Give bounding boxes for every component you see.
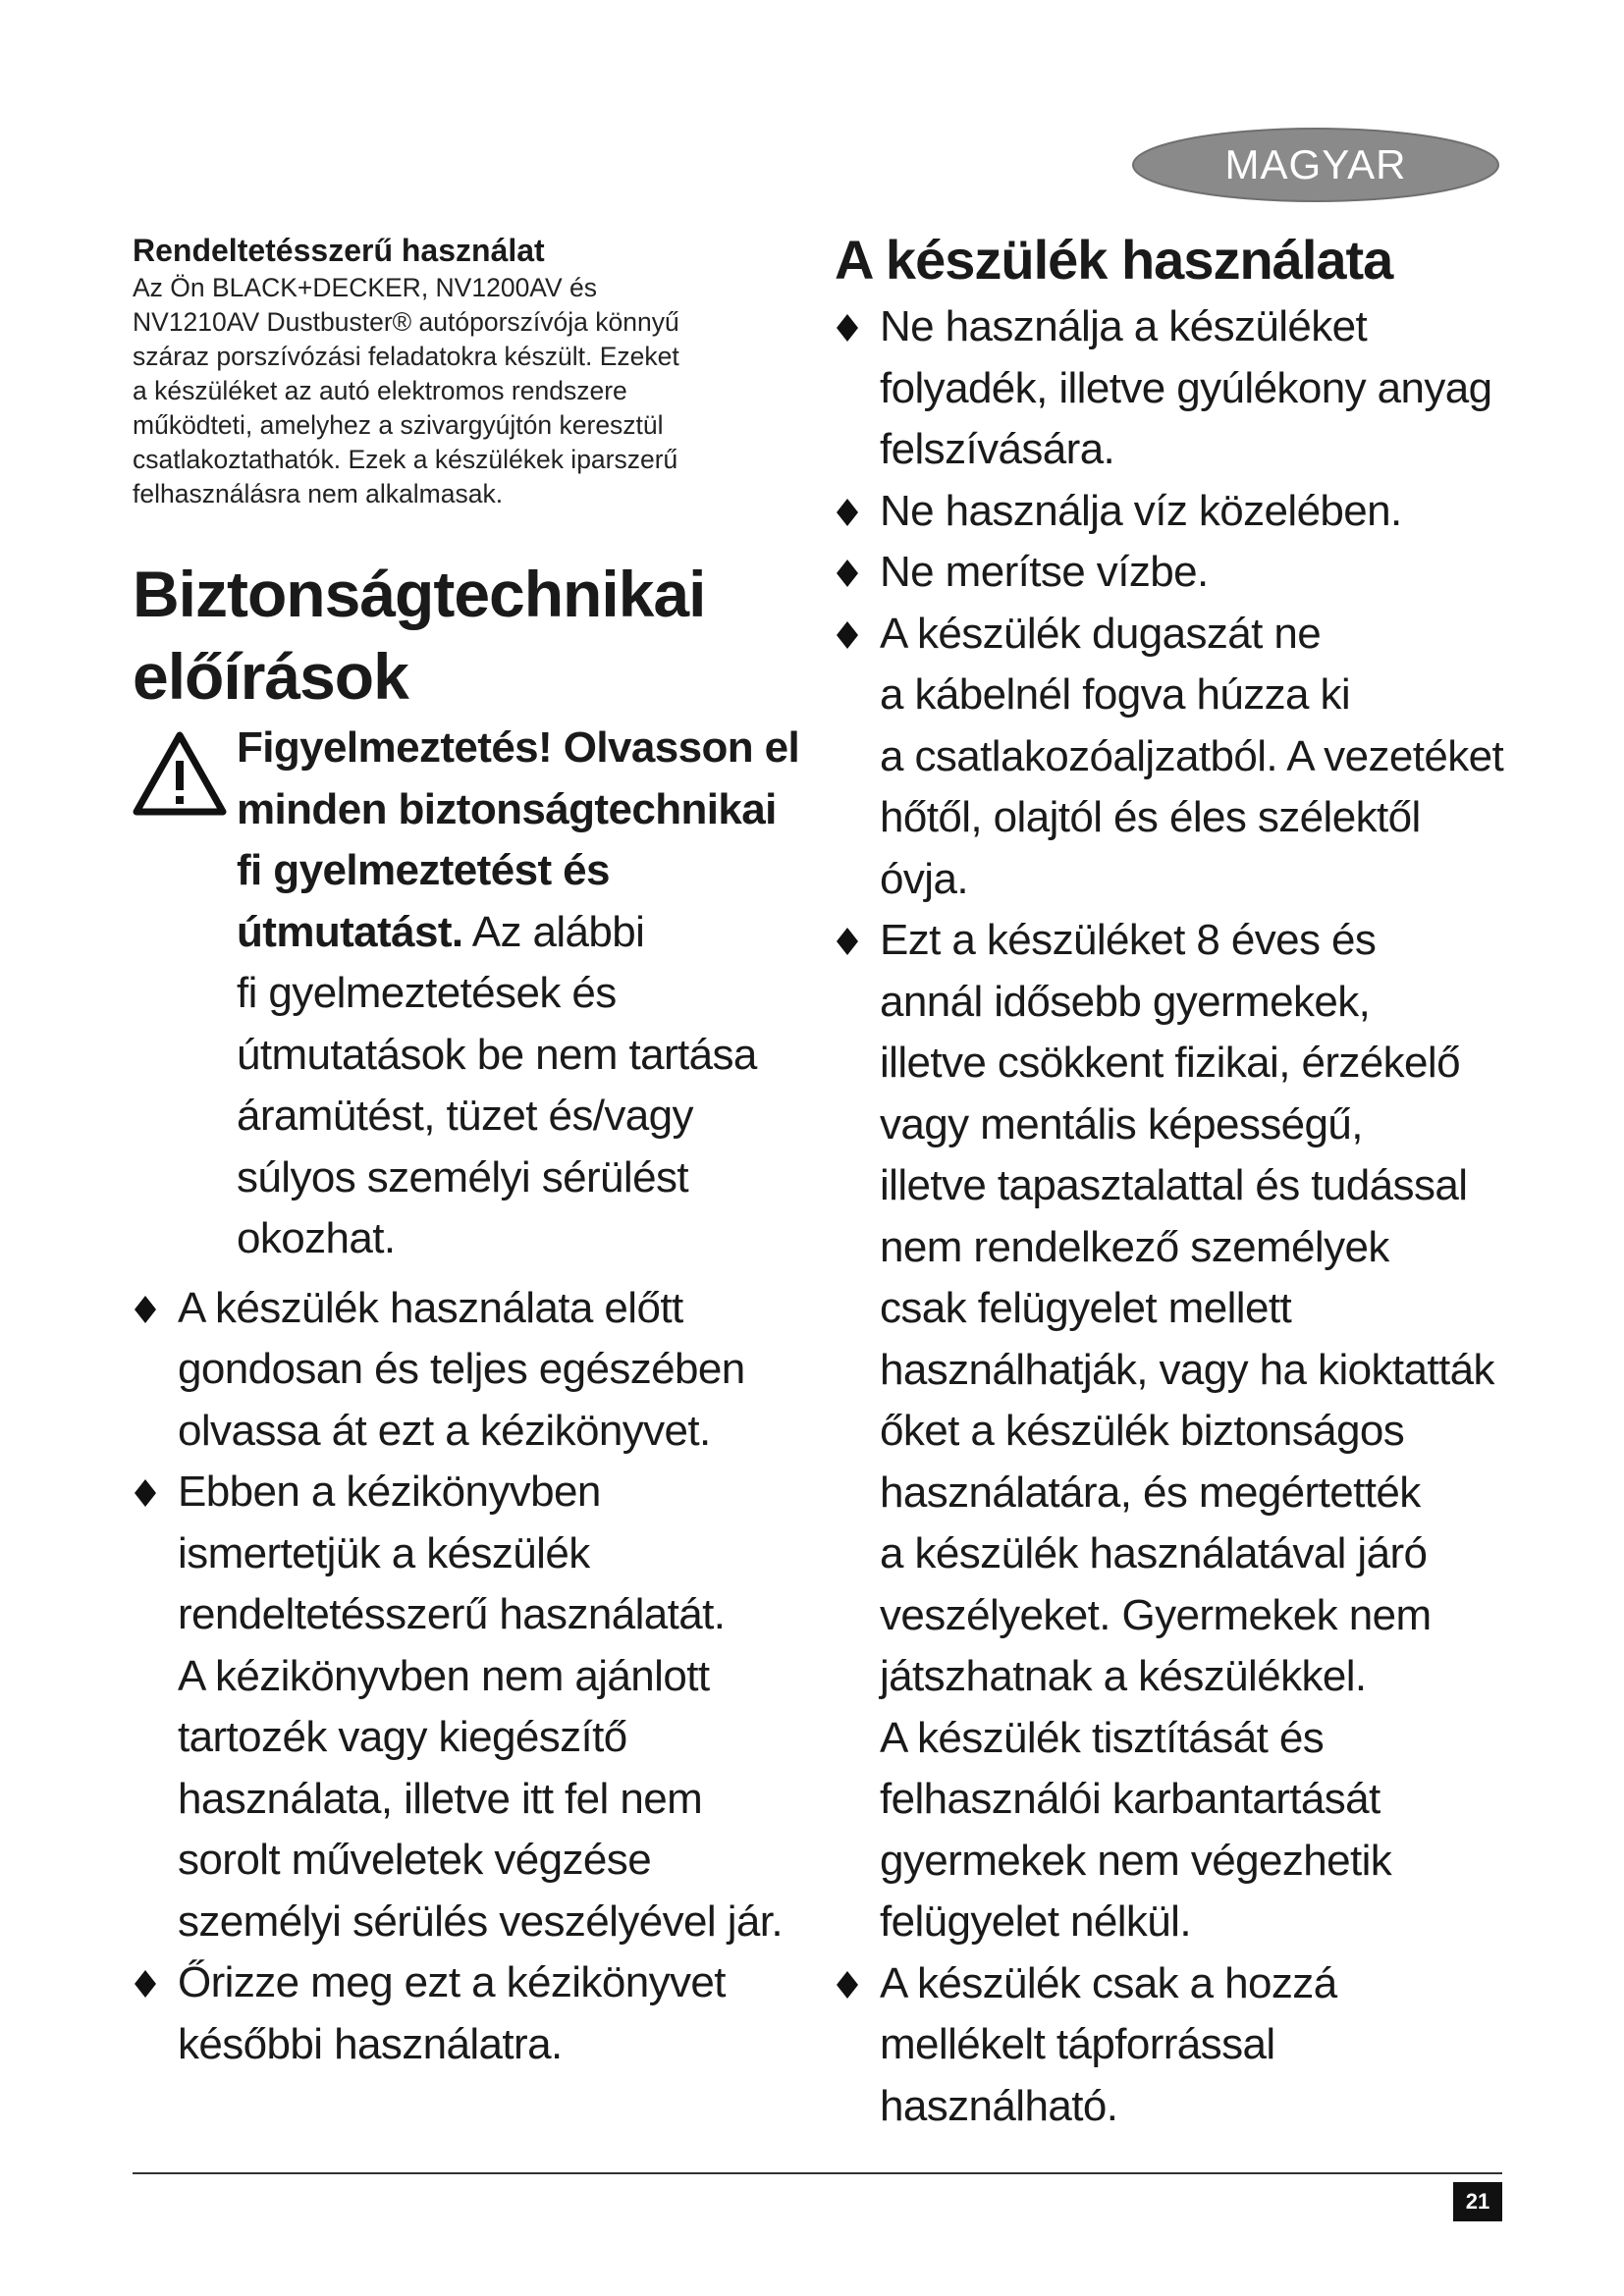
list-line: olvassa át ezt a kézikönyvet. [178,1406,711,1455]
list-line: felügyelet nélkül. [880,1897,1191,1946]
warning-line: útmutatások be nem tartása [237,1030,757,1079]
warning-line: okozhat. [237,1214,396,1262]
left-column [133,232,810,2075]
right-column [835,226,1522,2137]
safety-heading-line1: Biztonságtechnikai [133,558,706,630]
warning-line: áramütést, tüzet és/vagy [237,1092,693,1140]
intro-line: felhasználásra nem alkalmasak. [133,479,504,508]
list-item [835,910,1522,1953]
diamond-bullet-icon [835,313,860,343]
list-line: veszélyeket. Gyermekek nem [880,1590,1432,1639]
list-line: rendeltetésszerű használatát. [178,1590,726,1638]
list-line: ismertetjük a készülék [178,1528,590,1577]
list-line: gyermekek nem végezhetik [880,1836,1392,1885]
list-line: illetve tapasztalattal és tudással [880,1161,1468,1209]
diamond-bullet-icon [835,498,860,527]
list-item [835,542,1522,604]
list-item [835,481,1522,543]
list-line: sorolt műveletek végzése [178,1836,652,1884]
diamond-bullet-icon [835,559,860,588]
list-line: tartozék vagy kiegészítő [178,1713,627,1761]
warning-bold-line: minden biztonságtechnikai [237,784,777,833]
list-line: használható. [880,2081,1118,2130]
list-line: csak felügyelet mellett [880,1284,1292,1332]
list-line: használhatják, vagy ha kioktatták [880,1345,1494,1394]
safety-heading [133,553,810,718]
warning-bold-line: Figyelmeztetés! Olvasson el [237,723,800,772]
list-line: Ne használja a készüléket [880,302,1368,350]
warning-tail: Az alábbi [462,907,645,956]
warning-line: súlyos személyi sérülést [237,1152,688,1201]
list-line: A készülék dugaszát ne [880,609,1322,658]
list-line: későbbi használatra. [178,2019,563,2068]
list-line: személyi sérülés veszélyével jár. [178,1896,783,1946]
list-item [835,604,1522,911]
list-line: Ne használja víz közelében. [880,486,1402,535]
diamond-bullet-icon [133,1295,158,1324]
list-item [133,1462,810,1952]
intro-line: Az Ön BLACK+DECKER, NV1200AV és [133,273,598,302]
list-item [835,1953,1522,2138]
list-item [835,296,1522,481]
list-line: hőtől, olajtól és éles szélektől [880,793,1421,841]
list-line: illetve csökkent fizikai, érzékelő [880,1039,1460,1087]
warning-line: fi gyelmeztetések és [237,969,617,1017]
list-line: a kábelnél fogva húzza ki [880,670,1351,719]
list-line: annál idősebb gyermekek, [880,977,1371,1026]
list-line: használata, illetve itt fel nem [178,1774,703,1823]
intro-line: csatlakoztathatók. Ezek a készülékek iparszerű [133,445,678,474]
diamond-bullet-icon [835,620,860,650]
list-item [133,1952,810,2075]
list-line: Őrizze meg ezt a kézikönyvet [178,1958,726,2006]
diamond-bullet-icon [133,1969,158,1999]
safety-bullet-list [133,1278,810,2076]
list-line: A készülék csak a hozzá [880,1958,1337,2007]
list-line: mellékelt tápforrással [880,2020,1275,2068]
intro-line: NV1210AV Dustbuster® autóporszívója könnyű [133,307,679,337]
diamond-bullet-icon [835,927,860,956]
list-line: vagy mentális képességű, [880,1099,1363,1148]
intro-line: száraz porszívózási feladatokra készült. Ezeket [133,342,679,371]
list-line: a csatlakozóaljzatból. A vezetéket [880,731,1504,780]
list-line: gondosan és teljes egészében [178,1345,745,1393]
list-line: folyadék, illetve gyúlékony anyag [880,363,1492,412]
warning-bold-line: útmutatást. [237,907,463,956]
usage-bullet-list [835,296,1522,2137]
footer-divider [133,2172,1502,2174]
list-item [133,1278,810,1463]
intended-use-heading: Rendeltetésszerű használat [133,233,545,268]
list-line: óvja. [880,854,968,903]
list-line: A készülék használata előtt [178,1283,683,1332]
list-line: felhasználói karbantartását [880,1775,1380,1823]
safety-heading-line2: előírások [133,640,408,713]
list-line: őket a készülék biztonságos [880,1407,1405,1455]
list-line: A készülék tisztítását és [880,1713,1325,1762]
list-line: játszhatnak a készülékkel. [880,1652,1367,1700]
list-line: felszívására. [880,425,1115,473]
intro-line: a készüléket az autó elektromos rendszere [133,376,627,405]
list-line: a készülék használatával járó [880,1529,1428,1577]
intro-line: működteti, amelyhez a szivargyújtón keresztül [133,410,664,440]
list-line: nem rendelkező személyek [880,1222,1389,1271]
diamond-bullet-icon [835,1970,860,2000]
warning-text [237,718,810,1270]
list-line: Ezt a készüléket 8 éves és [880,916,1377,964]
language-badge [1129,126,1502,204]
intended-use-text [133,271,810,511]
warning-bold-line: fi gyelmeztetést és [237,846,610,894]
diamond-bullet-icon [133,1478,158,1508]
language-label: MAGYAR [1224,141,1407,187]
page-number: 21 [1453,2182,1502,2221]
usage-heading: A készülék használata [835,229,1393,291]
safety-warning [133,718,810,1270]
list-line: Ebben a kézikönyvben [178,1468,601,1516]
warning-triangle-icon [133,731,227,816]
list-line: A kézikönyvben nem ajánlott [178,1651,710,1700]
list-line: Ne merítse vízbe. [880,548,1209,596]
list-line: használatára, és megértették [880,1468,1421,1517]
